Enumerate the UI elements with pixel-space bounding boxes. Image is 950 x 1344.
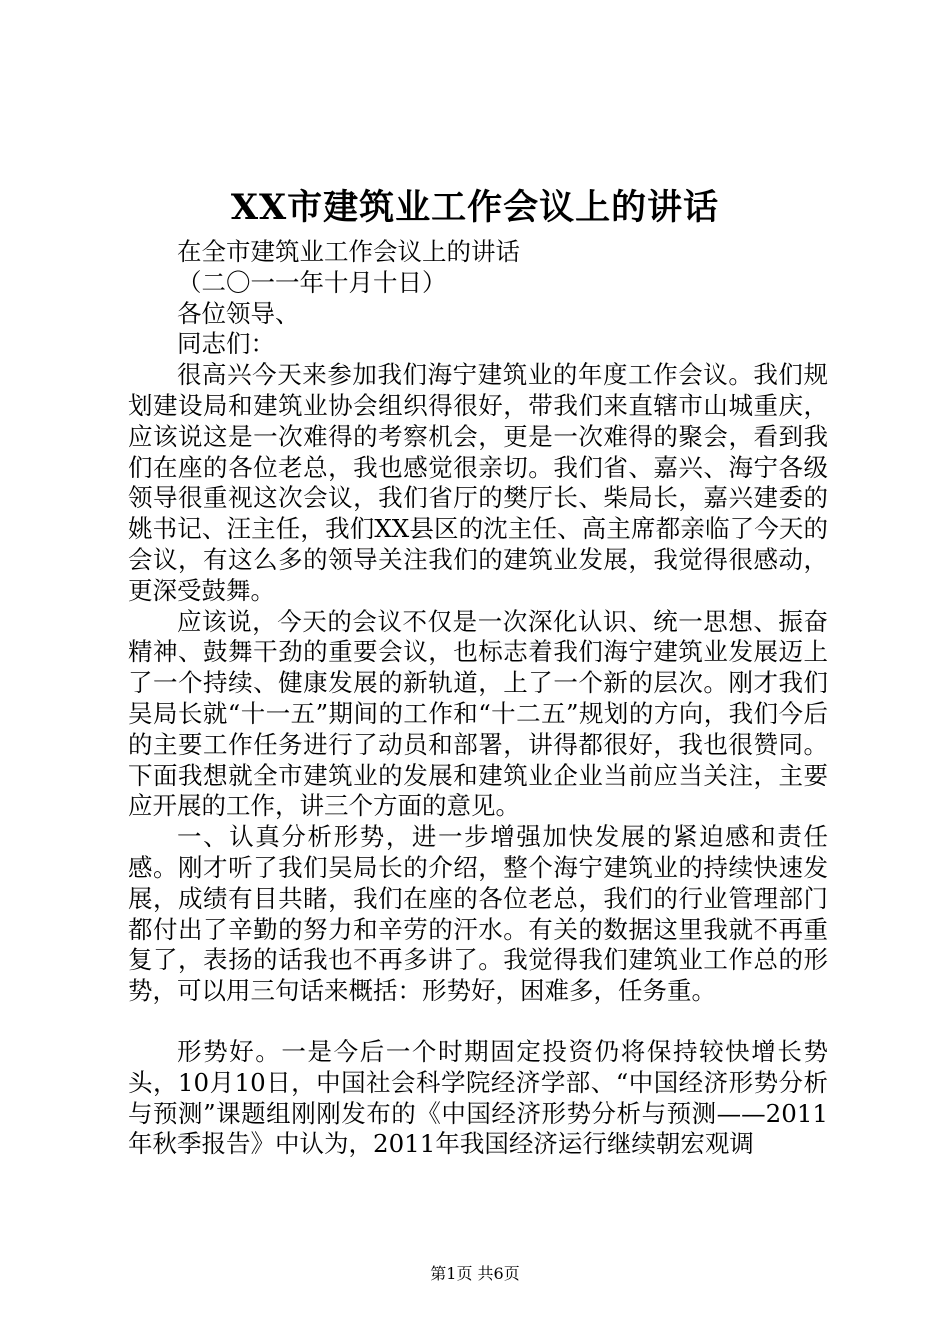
body-paragraph: 应该说，今天的会议不仅是一次深化认识、统一思想、振奋精神、鼓舞干劲的重要会议，也标志着我们海宁建筑业发展迈上了一个持续、健康发展的新轨道，上了一个新的层次。刚才我们吴局长就“十一五”期间的工作和“十二五”规划的方向，我们今后的主要工作任务进行了动员和部署，讲得都很好，我也很赞同。下面我想就全市建筑业的发展和建筑业企业当前应当关注，主要应开展的工作，讲三个方面的意见。 [128,606,828,821]
body-paragraph: 很高兴今天来参加我们海宁建筑业的年度工作会议。我们规划建设局和建筑业协会组织得很好，带我们来直辖市山城重庆，应该说这是一次难得的考察机会，更是一次难得的聚会，看到我们在座的各位老总，我也感觉很亲切。我们省、嘉兴、海宁各级领导很重视这次会议，我们省厅的樊厅长、柴局长，嘉兴建委的姚书记、汪主任，我们XX县区的沈主任、高主席都亲临了今天的会议，有这么多的领导关注我们的建筑业发展，我觉得很感动，更深受鼓舞。 [128,360,828,605]
page-number: 第1页 [430,1264,473,1283]
speech-heading: 在全市建筑业工作会议上的讲话 [177,237,520,266]
document-title: XX市建筑业工作会议上的讲话 [230,187,720,228]
page-total: 共6页 [477,1264,520,1283]
speech-date: （二〇一一年十月十日） [177,267,447,297]
salutation-comrades: 同志们： [177,329,275,359]
document-body [128,237,828,1160]
body-paragraph: 一、认真分析形势，进一步增强加快发展的紧迫感和责任感。刚才听了我们吴局长的介绍，整个海宁建筑业的持续快速发展，成绩有目共睹，我们在座的各位老总，我们的行业管理部门都付出了辛勤的努力和辛劳的汗水。有关的数据这里我就不再重复了，表扬的话我也不再多讲了。我觉得我们建筑业工作总的形势，可以用三句话来概括：形势好，困难多，任务重。 [128,822,828,1006]
body-paragraph: 形势好。一是今后一个时期固定投资仍将保持较快增长势头，10月10日，中国社会科学院经济学部、“中国经济形势分析与预测”课题组刚刚发布的《中国经济形势分析与预测——2011年秋季报告》中认为，2011年我国经济运行继续朝宏观调 [128,1036,828,1159]
page-footer [0,1263,950,1285]
salutation-leaders: 各位领导、 [177,298,300,328]
